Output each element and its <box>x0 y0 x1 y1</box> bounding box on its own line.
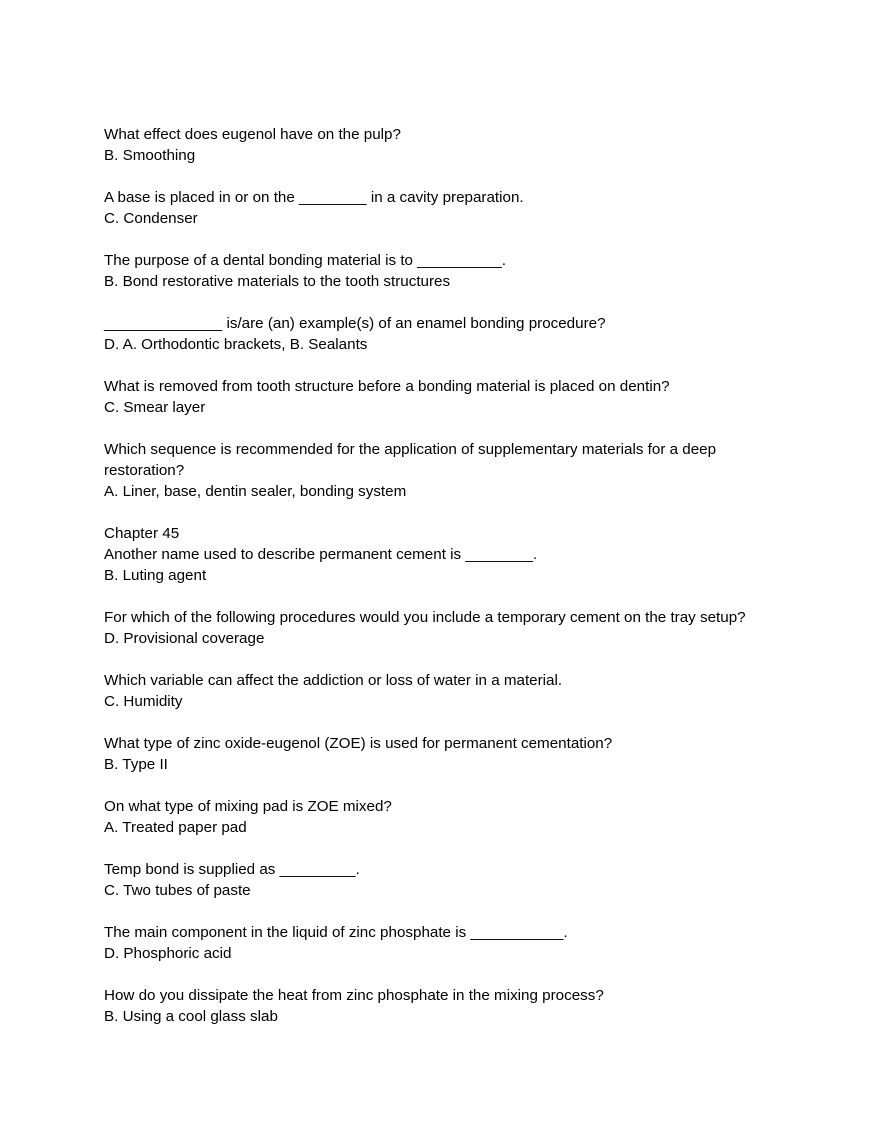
answer-text: C. Humidity <box>104 693 183 710</box>
qa-block <box>104 670 784 712</box>
qa-block <box>104 733 784 775</box>
qa-block <box>104 439 784 502</box>
answer-text: B. Bond restorative materials to the tooth structures <box>104 273 451 290</box>
answer-text: D. A. Orthodontic brackets, B. Sealants <box>104 336 368 353</box>
question-text: Temp bond is supplied as _________. <box>104 861 360 878</box>
question-text: How do you dissipate the heat from zinc phosphate in the mixing process? <box>104 987 604 1004</box>
answer-text: D. Phosphoric acid <box>104 945 232 962</box>
qa-block <box>104 250 784 292</box>
qa-block <box>104 313 784 355</box>
qa-block <box>104 187 784 229</box>
answer-text: D. Provisional coverage <box>104 630 265 647</box>
qa-block <box>104 376 784 418</box>
answer-text: C. Smear layer <box>104 399 206 416</box>
qa-block <box>104 796 784 838</box>
question-text: Another name used to describe permanent cement is ________. <box>104 546 538 563</box>
answer-text: A. Treated paper pad <box>104 819 247 836</box>
question-text: Which sequence is recommended for the application of supplementary materials for a deep restoration? <box>104 441 721 479</box>
question-text: What type of zinc oxide-eugenol (ZOE) is used for permanent cementation? <box>104 735 613 752</box>
question-text: On what type of mixing pad is ZOE mixed? <box>104 798 392 815</box>
question-text: What is removed from tooth structure before a bonding material is placed on dentin? <box>104 378 670 395</box>
question-text: The purpose of a dental bonding material is to __________. <box>104 252 506 269</box>
answer-text: B. Luting agent <box>104 567 207 584</box>
question-text: For which of the following procedures would you include a temporary cement on the tray setup? <box>104 609 746 626</box>
question-text: What effect does eugenol have on the pulp? <box>104 126 401 143</box>
chapter-heading: Chapter 45 <box>104 525 180 542</box>
question-text: A base is placed in or on the ________ in a cavity preparation. <box>104 189 524 206</box>
answer-text: A. Liner, base, dentin sealer, bonding system <box>104 483 407 500</box>
qa-block <box>104 124 784 166</box>
question-text: ______________ is/are (an) example(s) of an enamel bonding procedure? <box>104 315 606 332</box>
qa-block <box>104 607 784 649</box>
answer-text: B. Type II <box>104 756 168 773</box>
question-text: Which variable can affect the addiction or loss of water in a material. <box>104 672 563 689</box>
qa-block <box>104 523 784 586</box>
answer-text: B. Using a cool glass slab <box>104 1008 278 1025</box>
question-text: The main component in the liquid of zinc phosphate is ___________. <box>104 924 568 941</box>
document-body <box>104 124 784 1048</box>
answer-text: B. Smoothing <box>104 147 196 164</box>
answer-text: C. Two tubes of paste <box>104 882 251 899</box>
qa-block <box>104 922 784 964</box>
answer-text: C. Condenser <box>104 210 198 227</box>
qa-block <box>104 859 784 901</box>
qa-block <box>104 985 784 1027</box>
